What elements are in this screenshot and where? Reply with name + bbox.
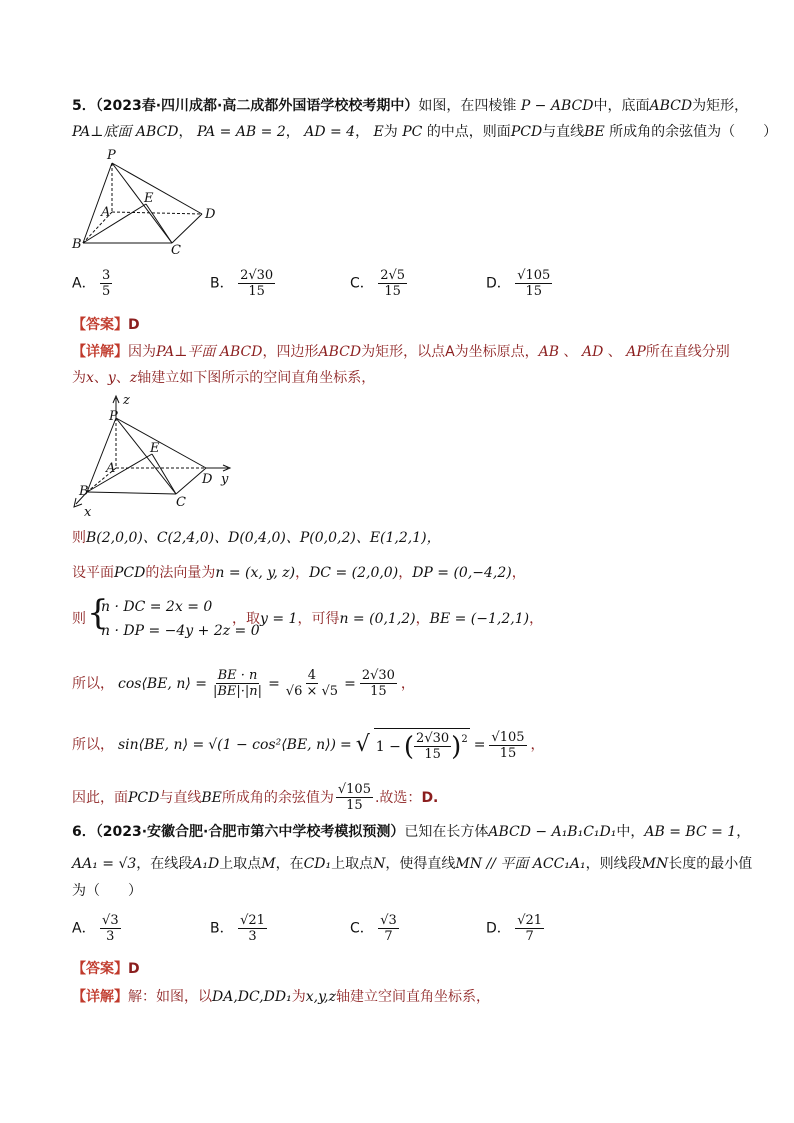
option-letter: B．: [210, 920, 234, 937]
cos-frac3: [360, 668, 397, 699]
sin-exp: 2: [461, 734, 468, 745]
option-fraction: [378, 913, 399, 944]
frac-den: 15: [346, 798, 363, 813]
option-fraction: [238, 268, 275, 299]
d1-c: 为矩形，以点A为坐标原点，: [361, 344, 539, 360]
q5-cond2: AD = 4: [304, 124, 356, 140]
fig1-label-b: B: [72, 237, 82, 252]
d2-sep1: 、: [93, 370, 108, 386]
q5-stem: 如图，在四棱锥: [418, 98, 517, 114]
cos-frac2: [284, 668, 340, 699]
q6-cond2: AA₁ = √3: [72, 856, 137, 872]
sys-get: ，可得: [297, 611, 340, 627]
d2-x: x: [86, 370, 94, 386]
frac-den: 7: [384, 929, 393, 944]
q6-l2b: 上取点: [219, 856, 262, 872]
sys-after: ，取: [232, 611, 260, 627]
sqrt-icon: √: [355, 732, 370, 757]
coords-lead: 则: [72, 530, 86, 546]
frac-den: √6 × √5: [285, 684, 339, 699]
q5-normal: [72, 564, 526, 582]
q6-mn: MN: [641, 856, 669, 872]
sys-eq2: n · DP = −4y + 2z = 0: [101, 623, 260, 639]
sys-lead: 则: [72, 611, 86, 627]
sys-y: y = 1: [260, 611, 298, 627]
option-fraction: [515, 268, 552, 299]
option-fraction: [238, 913, 267, 944]
fig2-label-x: x: [84, 505, 92, 520]
q5-abcd: ABCD: [649, 98, 693, 114]
frac-num: BE · n: [217, 668, 258, 683]
frac-num: √21: [240, 913, 265, 928]
q5-line: 与直线: [542, 124, 585, 140]
q5-option-b[interactable]: [210, 268, 275, 299]
fig1-label-d: D: [205, 207, 216, 222]
frac-den: 15: [424, 747, 441, 762]
q6-detail: [72, 988, 490, 1006]
q5-sep2: ，: [285, 124, 300, 140]
option-fraction: [378, 268, 407, 299]
sin-result: [489, 730, 526, 761]
q6-m: M: [261, 856, 276, 872]
frac-den: 15: [248, 284, 265, 299]
q6-l2g: 长度的最小值: [668, 856, 753, 872]
normal-mid: 的法向量为: [145, 565, 216, 581]
q6-line1: [72, 823, 750, 841]
cos-eq2: =: [344, 675, 356, 692]
sin-rad2-a: 1 −: [375, 738, 401, 755]
frac-den: |BE|·|n|: [212, 684, 263, 699]
q5-cond1: PA = AB = 2: [196, 124, 286, 140]
rparen: ): [451, 731, 462, 762]
answer-tag: 【答案】: [72, 317, 128, 333]
q6-line3: 为（ ）: [72, 883, 142, 899]
brace-icon: {: [87, 593, 109, 633]
q5-number: 5．: [72, 98, 96, 114]
q5-sin-line: [72, 728, 545, 762]
vec-end: ，: [511, 565, 526, 581]
fig1-label-c: C: [171, 243, 181, 258]
d1-b: ，四边形: [262, 344, 319, 360]
vec-sep: ，: [398, 565, 413, 581]
q6-source: （2023·安徽合肥·合肥市第六中学校考模拟预测）: [95, 824, 405, 840]
q6-box: ABCD − A₁B₁C₁D₁: [488, 824, 617, 840]
q6-option-b[interactable]: [210, 913, 267, 944]
q5-mid: 的中点，则面: [426, 124, 511, 140]
d1-ab: AB: [538, 344, 560, 360]
d2-sep2: 、: [115, 370, 130, 386]
q5-option-d[interactable]: [486, 268, 552, 299]
q5-line1: [72, 97, 748, 115]
option-fraction: [515, 913, 544, 944]
q6-line2: [72, 855, 752, 873]
normal-sep: ，: [295, 565, 310, 581]
frac-den: 5: [102, 284, 111, 299]
option-fraction: [100, 268, 112, 299]
option-letter: C．: [350, 920, 374, 937]
q6-l2f: ，则线段: [585, 856, 642, 872]
q6-mn-par: MN // 平面 ACC₁A₁: [455, 856, 586, 872]
fig2-label-z: z: [123, 393, 130, 408]
q6-detail-axes: DA,DC,DD₁: [212, 989, 292, 1005]
concl-ans: D.: [421, 789, 439, 806]
sin-lead: 所以，: [72, 737, 114, 753]
cos-lead: 所以，: [72, 675, 114, 692]
d1: 因为: [128, 344, 156, 360]
frac-den: 15: [370, 684, 387, 699]
concl-be: BE: [201, 789, 222, 806]
q5-conclusion: [72, 782, 438, 813]
q6-stem-c: ，: [736, 824, 751, 840]
vec-dp: DP = (0,−4,2): [412, 565, 512, 581]
q5-pa-perp: PA⊥底面: [72, 124, 132, 140]
q6-stem-b: 中，: [616, 824, 645, 840]
frac-num: 2√30: [240, 268, 274, 283]
sin-rad: √(1 − cos²⟨BE, n⟩): [208, 737, 337, 753]
q5-pyramid: P − ABCD: [520, 98, 594, 114]
q6-cd1: CD₁: [303, 856, 332, 872]
q5-stem-c: 为矩形，: [692, 98, 749, 114]
normal-n: n = (x, y, z): [215, 565, 296, 581]
option-letter: C．: [350, 275, 374, 292]
q6-option-a[interactable]: [72, 913, 121, 944]
concl-b: 与直线: [159, 789, 202, 806]
q5-stem-b: 中，底面: [593, 98, 650, 114]
sin-eq2: =: [473, 737, 486, 753]
sin-radicand: [374, 728, 470, 762]
fig2-label-e: E: [150, 441, 160, 456]
option-fraction: [100, 913, 121, 944]
q6-a1d: A₁D: [192, 856, 220, 872]
frac-den: 3: [106, 929, 115, 944]
frac-den: 15: [525, 284, 543, 299]
q5-system-after: [232, 610, 543, 628]
q5-be: BE: [584, 124, 605, 140]
cos-frac1: [211, 668, 264, 699]
q6-option-c[interactable]: [350, 913, 399, 944]
concl-pcd: PCD: [128, 789, 160, 806]
fig1-label-a: A: [101, 205, 111, 220]
q5-coords: [72, 529, 441, 547]
fig1-label-p: P: [107, 148, 116, 163]
detail-tag: 【详解】: [72, 344, 128, 360]
detail-tag: 【详解】: [72, 989, 128, 1005]
option-letter: A．: [72, 920, 96, 937]
frac-den: 7: [525, 929, 534, 944]
q5-cos-line: [72, 668, 415, 699]
concl-frac: [336, 782, 373, 813]
frac-den: 3: [248, 929, 257, 944]
d1-pa: PA⊥平面 ABCD: [156, 344, 263, 360]
sin-end: ，: [530, 737, 545, 753]
d1-ap: AP: [626, 344, 646, 360]
d1-f: 所在直线分别: [645, 344, 730, 360]
sin-eq: =: [340, 737, 352, 753]
frac-num: √105: [517, 268, 551, 283]
sys-n: n = (0,1,2): [339, 611, 416, 627]
normal-lead: 设平面: [72, 565, 114, 581]
frac-num: 4: [307, 668, 317, 683]
q6-l2c: ，在: [275, 856, 304, 872]
frac-den: 15: [384, 284, 401, 299]
frac-num: √105: [337, 782, 371, 797]
d2-rest: 轴建立如下图所示的空间直角坐标系，: [137, 370, 376, 386]
concl-d: .故选：: [374, 789, 422, 806]
q5-option-a[interactable]: [72, 268, 112, 299]
option-letter: D．: [486, 275, 511, 292]
q5-source: （2023春·四川成都·高二成都外国语学校校考期中）: [95, 98, 419, 114]
frac-num: √3: [102, 913, 119, 928]
d1-d: 、: [563, 344, 578, 360]
d2-z: z: [129, 370, 138, 386]
q6-answer: [72, 960, 140, 978]
q6-stem-a: 已知在长方体: [404, 824, 489, 840]
fig2-label-a: A: [106, 461, 116, 476]
pyramid-figure: [68, 148, 228, 258]
fig2-label-c: C: [176, 495, 186, 510]
q6-option-d[interactable]: [486, 913, 544, 944]
d2: 为: [72, 370, 86, 386]
q6-l2e: ，使得直线: [385, 856, 456, 872]
q5-pcd: PCD: [510, 124, 543, 140]
answer-value: D: [128, 961, 140, 977]
normal-pcd: PCD: [114, 565, 146, 581]
sys-end: ，: [529, 611, 544, 627]
concl-c: 所成角的余弦值为: [221, 789, 334, 806]
vec-dc: DC = (2,0,0): [309, 565, 399, 581]
coordinate-figure: [68, 392, 243, 522]
q5-option-c[interactable]: [350, 268, 407, 299]
frac-den: 15: [499, 745, 517, 761]
option-letter: A．: [72, 275, 96, 292]
q6-detail-xyz: x,y,z: [305, 989, 336, 1005]
d1-abcd: ABCD: [318, 344, 362, 360]
concl-a: 因此，面: [72, 789, 128, 806]
q6-detail-b: 为: [291, 989, 306, 1005]
option-letter: B．: [210, 275, 234, 292]
q5-system-lead: [72, 610, 86, 628]
q6-n: N: [373, 856, 386, 872]
frac-num: 2√30: [361, 668, 395, 683]
q5-answer: [72, 316, 140, 334]
sys-eq1: n · DC = 2x = 0: [101, 599, 213, 615]
answer-tag: 【答案】: [72, 961, 128, 977]
fig2-label-d: D: [202, 472, 213, 487]
q5-detail-line1: [72, 343, 730, 361]
frac-num: √3: [380, 913, 397, 928]
q6-detail-a: 解：如图，以: [128, 989, 212, 1005]
frac-num: √105: [491, 729, 525, 745]
q6-detail-c: 轴建立空间直角坐标系，: [335, 989, 490, 1005]
frac-num: 2√5: [380, 268, 406, 283]
q5-wei: 为: [383, 124, 398, 140]
q5-e: E: [373, 124, 384, 140]
sys-be: BE = (−1,2,1): [429, 611, 530, 627]
q6-l2a: ，在线段: [136, 856, 193, 872]
fig1-label-e: E: [144, 191, 154, 206]
q6-cond1: AB = BC = 1: [644, 824, 737, 840]
frac-num: √21: [517, 913, 543, 928]
cos-lhs: cos⟨BE, n⟩ =: [118, 675, 207, 692]
sin-lhs: sin⟨BE, n⟩ =: [118, 737, 205, 753]
lparen: (: [403, 731, 415, 762]
q5-line2: [72, 123, 777, 141]
q6-number: 6．: [72, 824, 96, 840]
frac-num: 3: [102, 268, 111, 283]
q5-abcd-2: ABCD: [135, 124, 179, 140]
d1-e: 、: [607, 344, 622, 360]
fig2-label-y: y: [221, 472, 229, 487]
q5-pc: PC: [402, 124, 423, 140]
q6-l2d: 上取点: [331, 856, 374, 872]
fig2-label-b: B: [79, 484, 89, 499]
sin-rad2-frac: [414, 731, 451, 762]
q5-detail-line2: [72, 369, 375, 387]
cos-end: ，: [400, 675, 415, 692]
sys-sep: ，: [415, 611, 430, 627]
q5-sep3: ，: [355, 124, 370, 140]
option-letter: D．: [486, 920, 511, 937]
q5-ask: 所成角的余弦值为（ ）: [609, 124, 778, 140]
fig2-label-p: P: [109, 409, 118, 424]
frac-num: 2√30: [416, 731, 450, 746]
answer-value: D: [128, 317, 140, 333]
coords: B(2,0,0)、C(2,4,0)、D(0,4,0)、P(0,0,2)、E(1,2,1)，: [86, 530, 441, 546]
cos-eq: =: [268, 675, 280, 692]
q5-sep: ，: [178, 124, 193, 140]
d2-y: y: [107, 370, 116, 386]
d1-ad: AD: [581, 344, 604, 360]
